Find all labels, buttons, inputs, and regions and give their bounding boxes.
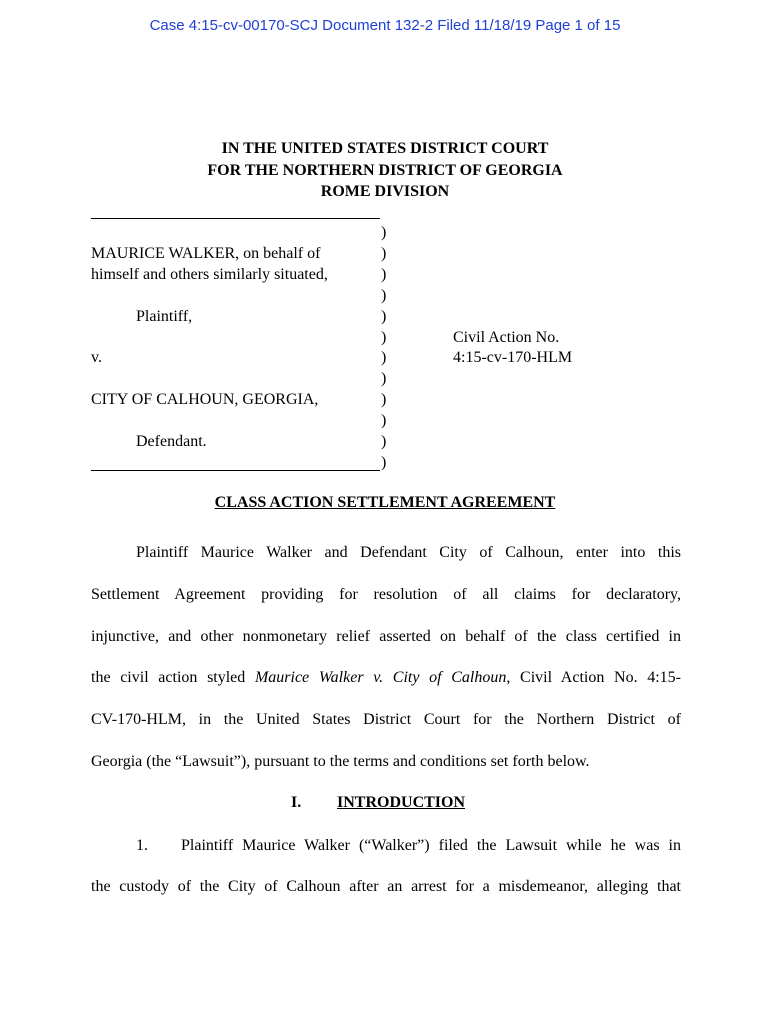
civil-action-label: Civil Action No. — [453, 329, 560, 346]
paragraph-number: 1. — [136, 837, 148, 854]
paragraph-line: the custody of the City of Calhoun after an arrest for a misdemeanor, alleging that — [91, 878, 681, 895]
caption-paren: ) — [381, 308, 387, 325]
caption-paren: ) — [381, 433, 387, 450]
caption-paren: ) — [381, 266, 387, 283]
intro-line: Georgia (the “Lawsuit”), pursuant to the terms and conditions set forth below. — [91, 753, 590, 770]
intro-text: the civil action styled — [91, 669, 255, 686]
court-name-line2: FOR THE NORTHERN DISTRICT OF GEORGIA — [207, 162, 563, 179]
intro-line: injunctive, and other nonmonetary relief asserted on behalf of the class certified in — [91, 628, 681, 645]
caption-paren: ) — [381, 454, 387, 471]
court-name-line1: IN THE UNITED STATES DISTRICT COURT — [221, 140, 549, 157]
paragraph-line: Plaintiff Maurice Walker (“Walker”) filed the Lawsuit while he was in — [181, 837, 681, 854]
intro-line — [91, 669, 681, 687]
caption-paren: ) — [381, 349, 387, 366]
intro-line: Settlement Agreement providing for resolution of all claims for declaratory, — [91, 586, 681, 603]
document-title: CLASS ACTION SETTLEMENT AGREEMENT — [214, 494, 556, 511]
defendant-name: CITY OF CALHOUN, GEORGIA, — [91, 391, 319, 408]
plaintiff-name-line1: MAURICE WALKER, on behalf of — [91, 245, 321, 262]
caption-bottom-rule — [91, 470, 380, 471]
civil-action-number: 4:15-cv-170-HLM — [453, 349, 573, 366]
plaintiff-name-line2: himself and others similarly situated, — [91, 266, 328, 283]
caption-paren: ) — [381, 370, 387, 387]
intro-line: Plaintiff Maurice Walker and Defendant City of Calhoun, enter into this — [136, 544, 681, 561]
versus: v. — [91, 349, 102, 366]
court-division: ROME DIVISION — [320, 183, 450, 200]
case-name: Maurice Walker v. City of Calhoun — [254, 669, 507, 686]
caption-paren: ) — [381, 224, 387, 241]
intro-line: CV-170-HLM, in the United States District Court for the Northern District of — [91, 711, 681, 728]
defendant-role: Defendant. — [136, 433, 207, 450]
plaintiff-role: Plaintiff, — [136, 308, 193, 325]
filing-stamp: Case 4:15-cv-00170-SCJ Document 132-2 Filed 11/18/19 Page 1 of 15 — [149, 17, 621, 34]
caption-paren: ) — [381, 412, 387, 429]
caption-paren: ) — [381, 329, 387, 346]
caption-paren: ) — [381, 245, 387, 262]
section-title: INTRODUCTION — [337, 794, 466, 811]
intro-text: , Civil Action No. 4:15- — [506, 669, 682, 686]
section-number: I. — [291, 794, 302, 811]
caption-top-rule — [91, 218, 380, 219]
caption-paren: ) — [381, 287, 387, 304]
caption-paren: ) — [381, 391, 387, 408]
